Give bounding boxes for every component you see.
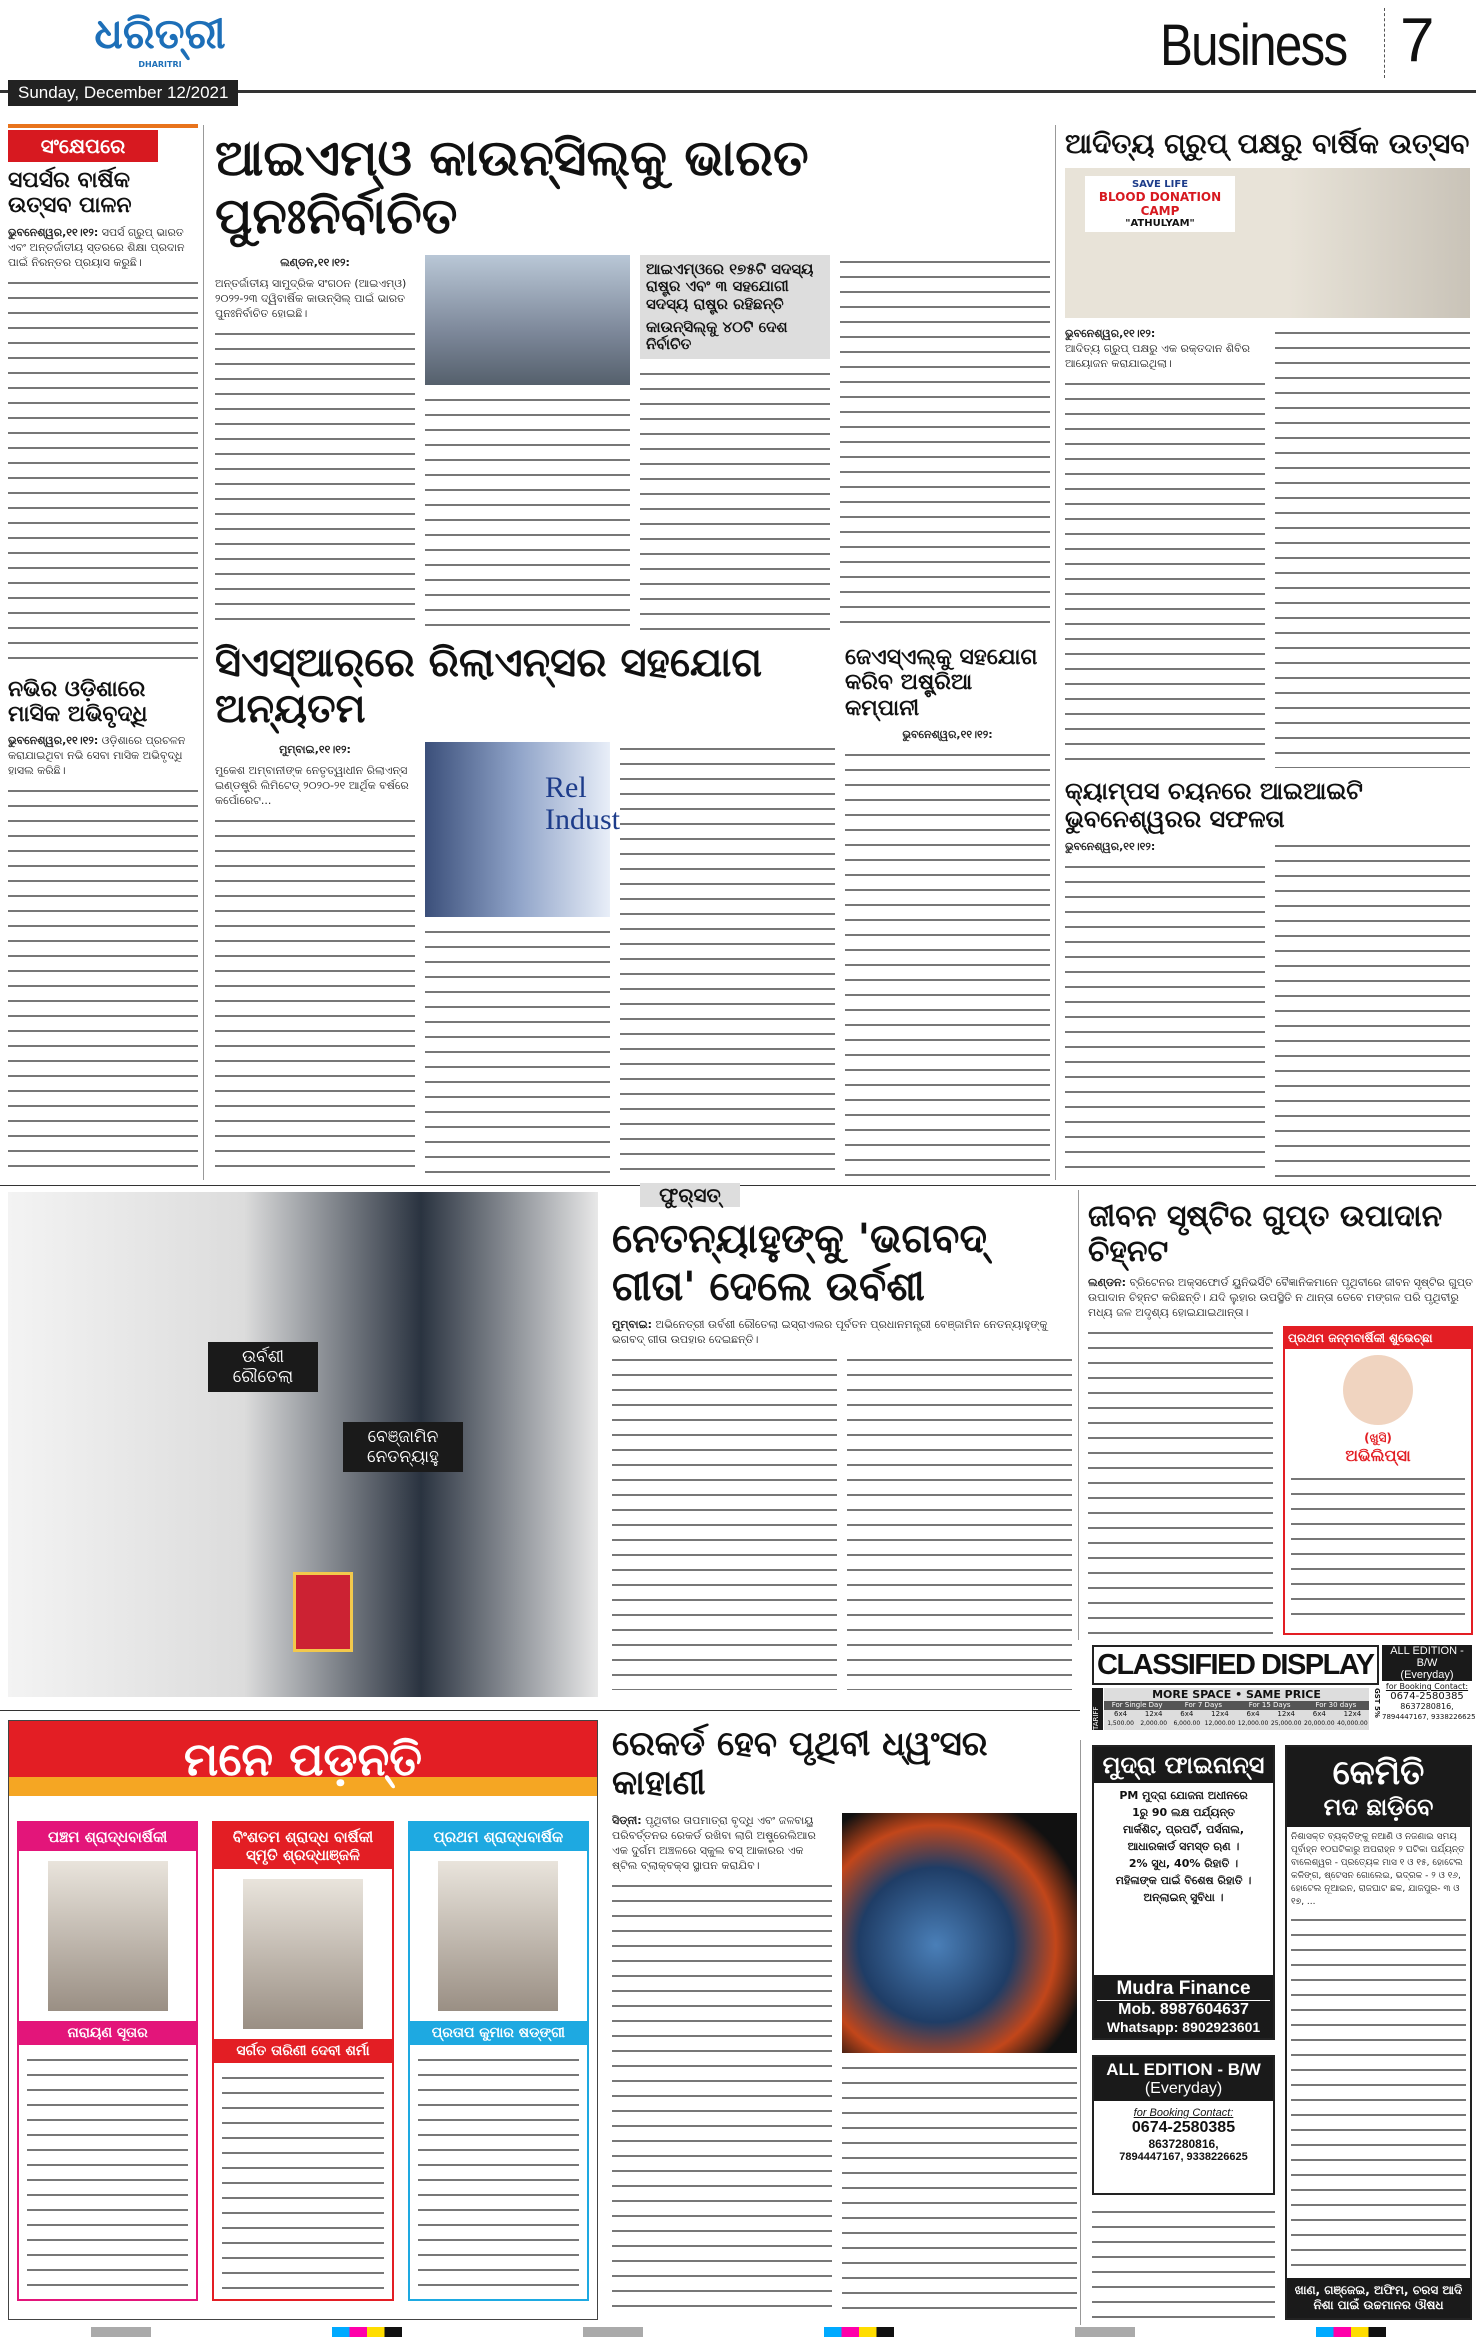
banner-line-1: SAVE LIFE <box>1131 179 1189 191</box>
tariff-size: 12x4 <box>1144 1710 1163 1718</box>
fursat-tag: ଫୁର୍‌ସତ୍ <box>640 1183 740 1207</box>
registration-marks <box>0 2325 1476 2339</box>
mudra-line: ମାର୍କଶିଟ୍, ପ୍ରପର୍ଟି, ପର୍ସନାଲ, <box>1122 1823 1245 1836</box>
brief-dateline-2: ଭୁବନେଶ୍ୱର,୧୧।୧୨: <box>8 734 99 748</box>
kemiti-title-2: ମଦ ଛାଡ଼ିବେ <box>1323 1793 1434 1821</box>
reliance-story <box>215 640 835 1178</box>
brief-text-1: ସପର୍ସ ଗ୍ରୁପ୍ ଭାରତ ଏବଂ ଅନ୍ତର୍ଜାତୀୟ ସ୍ତରରେ ଶିକ୍ଷା ପ୍ରଦାନ ପାଇଁ ନିରନ୍ତର ପ୍ରୟାସ କରୁଛି। <box>8 225 185 269</box>
tariff-price: 25,000.00 <box>1270 1720 1302 1727</box>
tariff-size: 12x4 <box>1211 1710 1229 1718</box>
brief-dateline-1: ଭୁବନେଶ୍ୱର,୧୧।୧୨: <box>8 225 99 239</box>
mudra-finance-ad <box>1092 1745 1275 2040</box>
baby-photo <box>1343 1355 1413 1425</box>
tariff-price: 40,000.00 <box>1337 1720 1368 1727</box>
gita-book <box>293 1572 353 1652</box>
urvashi-netanyahu-photo <box>8 1192 598 1697</box>
tariff-price: 20,000.00 <box>1304 1720 1335 1727</box>
tariff-size: 6x4 <box>1312 1710 1326 1718</box>
memorial-heading: ପ୍ରଥମ ଶ୍ରାଦ୍ଧବାର୍ଷିକ <box>410 1823 587 1851</box>
banner-line-3: "ATHULYAM" <box>1125 218 1195 230</box>
memorial-card <box>17 1821 198 2301</box>
classified-booking: for Booking Contact: <box>1385 1682 1469 1691</box>
reliance-text: ମୁକେଶ ଅମ୍ବାନୀଙ୍କ ନେତୃତ୍ୱାଧୀନ ରିଲାଏନ୍ସ ଇଣ୍ଡଷ୍ଟ୍ରି ଲିମିଟେଡ୍ ୨୦୨୦-୨୧ ଆର୍ଥିକ ବର୍ଷରେ କର୍ପୋରେଟ... <box>215 764 409 807</box>
kemiti-title-1: କେମିତି <box>1332 1753 1425 1793</box>
record-headline: ରେକର୍ଡ ହେବ ପୃଥିବୀ ଧ୍ୱଂସର କାହାଣୀ <box>612 1724 988 1804</box>
edition-phone-2: 8637280816, <box>1148 2137 1219 2151</box>
record-dateline: ସିଡ୍‌ନୀ: <box>612 1814 642 1828</box>
kemiti-ad <box>1285 1745 1472 2320</box>
campus-story <box>1065 778 1470 1178</box>
memorial-heading: ପଞ୍ଚମ ଶ୍ରାଦ୍ଧବାର୍ଷିକୀ <box>19 1823 196 1851</box>
jsw-dateline: ଭୁବନେଶ୍ୱର,୧୧।୧୨: <box>902 727 993 741</box>
mudra-mobile: Mob. 8987604637 <box>1118 2001 1249 2018</box>
gst-label: GST 5% <box>1373 1688 1381 1718</box>
tariff-size: 12x4 <box>1343 1710 1362 1718</box>
campus-dateline: ଭୁବନେଶ୍ୱର,୧୧।୧୨: <box>1065 840 1156 854</box>
logo <box>75 8 245 69</box>
jsw-story <box>845 645 1050 1178</box>
edition-phone-3: 7894447167, 9338226625 <box>1119 2151 1248 2163</box>
photo-label-netanyahu: ବେଞ୍ଜାମିନ ନେତନ୍ୟାହୁ <box>343 1422 463 1472</box>
birthday-ad-title: ପ୍ରଥମ ଜନ୍ମବାର୍ଷିକୀ ଶୁଭେଚ୍ଛା <box>1285 1328 1471 1349</box>
reliance-headline: ସିଏସ୍ଆର୍‌ରେ ରିଲାଏନ୍ସର ସହଯୋଗ ଅନ୍ୟତମ <box>215 640 763 732</box>
aditya-headline: ଆଦିତ୍ୟ ଗ୍ରୁପ୍ ପକ୍ଷରୁ ବାର୍ଷିକ ଉତ୍ସବ <box>1065 127 1470 160</box>
tariff-column-header: For 7 Days <box>1184 1701 1223 1709</box>
burning-earth-image <box>842 1813 1077 2053</box>
classified-title: CLASSIFIED DISPLAY <box>1092 1645 1379 1685</box>
memorial-card <box>408 1821 589 2301</box>
classified-subtitle: MORE SPACE • SAME PRICE <box>1152 1688 1321 1701</box>
tariff-price: 2,000.00 <box>1140 1720 1168 1727</box>
tariff-column-header: For 30 days <box>1315 1701 1357 1709</box>
lead-bullet-2: କାଉନ୍‌ସିଲ୍‌କୁ ୪୦ଟି ଦେଶ ନିର୍ବାଚିତ <box>646 317 788 353</box>
mudra-line: ଅନ୍‌ଲାଇନ୍ ସୁବିଧା । <box>1143 1891 1224 1904</box>
mudra-title: ମୁଦ୍ରା ଫାଇନାନ୍ସ <box>1094 1747 1273 1783</box>
tariff-size: 6x4 <box>1246 1710 1260 1718</box>
memorial-photo <box>438 1861 558 2011</box>
blood-camp-photo <box>1065 168 1470 318</box>
lead-bullet-1: ଆଇଏମ୍‌ଓରେ ୧୭୫ଟି ସଦସ୍ୟ ରାଷ୍ଟ୍ର ଏବଂ ୩ ସହଯୋଗୀ ସଦସ୍ୟ ରାଷ୍ଟ୍ର ରହିଛନ୍ତି <box>646 260 814 313</box>
birthday-ad <box>1283 1326 1473 1635</box>
memorial-heading: ବିଂଶତମ ଶ୍ରାଦ୍ଧ ବାର୍ଷିକୀ ସ୍ମୃତି ଶ୍ରଦ୍ଧାଞ୍ଜଳି <box>214 1823 391 1869</box>
classified-phone-2: 8637280816, <box>1400 1702 1454 1711</box>
mukesh-ambani-photo <box>425 742 620 917</box>
edition-title: ALL EDITION - B/W <box>1106 2060 1261 2079</box>
aditya-dateline: ଭୁବନେଶ୍ୱର,୧୧।୧୨: <box>1065 327 1156 341</box>
mudra-line: 1ରୁ 90 ଲକ୍ଷ ପର୍ଯ୍ୟନ୍ତ <box>1132 1806 1235 1819</box>
record-text: ପୃଥିବୀର ତାପମାତ୍ରା ବୃଦ୍ଧି ଏବଂ ଜଳବାୟୁ ପରିବର୍ତ୍ତନର ରେକର୍ଡ ରଖିବା ଲାଗି ଅଷ୍ଟ୍ରେଲିଆର ଏକ ଦୁର୍ଗମ ଅଞ୍ଚଳରେ ସ୍କୁଲ ବସ୍ ଆକାରର ଏକ ଷ୍ଟିଲ ବ୍ଲାକ୍‌ବକ୍ସ ସ୍ଥାପନ କରାଯିବ। <box>612 1814 816 1873</box>
memorial-name: ପ୍ରତାପ କୁମାର ଷଡ୍‌ଙ୍ଗୀ <box>410 2021 587 2045</box>
imo-building-photo <box>425 255 630 385</box>
tariff-tag: TARIFF <box>1092 1688 1103 1730</box>
edition-phone-1: 0674-2580385 <box>1131 2119 1236 2136</box>
mane-padanti-banner <box>9 1721 597 1796</box>
tariff-price: 6,000.00 <box>1173 1720 1201 1727</box>
memorial-name: ସର୍ଗତ ତାରିଣୀ ଦେବୀ ଶର୍ମା <box>214 2039 391 2063</box>
jiban-text: ବ୍ରିଟେନର ଅକ୍ସଫୋର୍ଡ ୟୁନିଭର୍ସିଟି ବୈଜ୍ଞାନିକମାନେ ପୃଥିବୀରେ ଜୀବନ ସୃଷ୍ଟିର ଗୁପ୍ତ ଉପାଦାନ ଚିହ୍ନଟ କରିଛନ୍ତି। ଯଦି ଲୁହାର ଉପସ୍ଥିତି ନ ଥାନ୍ତା ତେବେ ମଙ୍ଗଳ ପରି ପୃଥିବୀରୁ ମଧ୍ୟ ଜଳ ଅଦୃଶ୍ୟ ହୋଇଯାଇଥାନ୍ତା। <box>1088 1276 1473 1319</box>
classified-phone-1: 0674-2580385 <box>1390 1691 1464 1702</box>
memorial-card <box>212 1821 393 2301</box>
jiban-headline: ଜୀବନ ସୃଷ୍ଟିର ଗୁପ୍ତ ଉପାଦାନ ଚିହ୍ନଟ <box>1088 1199 1443 1269</box>
photo-backdrop-text: Rel Indust <box>545 771 620 836</box>
mane-padanti-ad <box>8 1720 598 2320</box>
logo-text: ଧରିତ୍ରୀ <box>94 9 226 58</box>
tariff-column-header: For Single Day <box>1111 1701 1163 1709</box>
section-name: Business <box>1160 13 1347 78</box>
mudra-brand: Mudra Finance <box>1097 1978 1270 2001</box>
page-number: 7 <box>1400 6 1435 75</box>
classified-display-ad <box>1092 1645 1476 1730</box>
brief-title-2: ନଭିର ଓଡ଼ିଶାରେ ମାସିକ ଅଭିବୃଦ୍ଧି <box>8 676 148 727</box>
edition-booking: for Booking Contact: <box>1133 2107 1234 2119</box>
kemiti-text: ନିଶାସକ୍ତ ବ୍ୟକ୍ତିଙ୍କୁ ନଆଣି ଓ ନଜଣାଇ ସମୟ ପୂର୍ବାହ୍ନ ୧୦ଘଟିକାରୁ ଅପରାହ୍ନ ୨ ଘଟିକା ପର୍ଯ୍ୟନ୍ତ ବାଲେଶ୍ୱର - ପ୍ରତ୍ୟେକ ମାସ ୧ ଓ ୧୫, ହୋଟେଲ କଳିଙ୍ଗ, ଷ୍ଟେସନ ଗୋଲେଇ, ଭଦ୍ରକ - ୨ ଓ ୧୬, ହୋଟେଲ ନୂଆଇନ, ରାଜଘାଟ ଛକ, ଯାଜପୁର- ୩ ଓ ୧୭, ... <box>1291 1832 1465 1907</box>
classified-edition: ALL EDITION - B/W <box>1390 1645 1464 1669</box>
mudra-line: PM ମୁଦ୍ରା ଯୋଜନା ଅଧୀନରେ <box>1119 1789 1248 1802</box>
edition-sub: (Everyday) <box>1144 2080 1223 2097</box>
memorial-name: ନାରାୟଣ ସୂତାର <box>19 2021 196 2045</box>
lead-text: ଅନ୍ତର୍ଜାତୀୟ ସାମୁଦ୍ରିକ ସଂଗଠନ (ଆଇଏମ୍‌ଓ) ୨୦୨୨-୨୩ ଦ୍ୱିବାର୍ଷିକ କାଉନ୍‌ସିଲ୍ ପାଇଁ ଭାରତ ପୁନଃନିର୍ବାଚିତ ହୋଇଛି। <box>215 277 407 320</box>
tariff-column-header: For 15 Days <box>1248 1701 1291 1709</box>
logo-sub: DHARITRI <box>138 60 182 69</box>
memorial-text-lines <box>222 2071 383 2291</box>
lead-headline: ଆଇଏମ୍‌ଓ କାଉନ୍‌ସିଲ୍‌କୁ ଭାରତ ପୁନଃନିର୍ବାଚିତ <box>215 129 809 245</box>
birthday-badge: (ଖୁସି) <box>1364 1431 1392 1445</box>
jsw-headline: ଜେଏସ୍‌ଏଲ୍‌କୁ ସହଯୋଗ କରିବ ଅଷ୍ଟ୍ରିଆ କମ୍ପାନୀ <box>845 645 1038 721</box>
mudra-line: ଆଧାରକାର୍ଡ ସମସ୍ତ ଋଣ । <box>1127 1840 1240 1853</box>
brief-tag: ସଂକ୍ଷେପରେ <box>8 130 158 162</box>
tariff-size: 12x4 <box>1277 1710 1295 1718</box>
tariff-price: 12,000.00 <box>1237 1720 1269 1727</box>
fursat-story <box>612 1215 1072 1690</box>
mudra-line: ମହିଳାଙ୍କ ପାଇଁ ବିଶେଷ ରିହାତି । <box>1115 1874 1252 1887</box>
memorial-photo <box>243 1879 363 2029</box>
lead-story <box>215 130 1050 630</box>
jiban-dateline: ଲଣ୍ଡନ: <box>1088 1276 1127 1289</box>
mane-padanti-title: ମନେ ପଡ଼ନ୍ତି <box>183 1731 423 1786</box>
banner-line-2: BLOOD DONATION CAMP <box>1098 190 1222 219</box>
tariff-size: 6x4 <box>1180 1710 1194 1718</box>
kemiti-footer: ଖାଣ, ଗଞ୍ଜେଇ, ଅଫିମ, ଚରସ ଆଦି ନିଶା ପାଇଁ ଉଚ୍ଚମାନର ଔଷଧ <box>1287 2278 1470 2318</box>
reliance-dateline: ମୁମ୍ବାଇ,୧୧।୧୨: <box>279 743 351 756</box>
mudra-line: 2% ସୁଧ, 40% ରିହାତି । <box>1128 1857 1239 1870</box>
brief-title-1: ସପର୍ସର ବାର୍ଷିକ ଉତ୍ସବ ପାଳନ <box>8 168 132 219</box>
tariff-price: 12,000.00 <box>1204 1720 1236 1727</box>
mudra-whatsapp: Whatsapp: 8902923601 <box>1106 2019 1261 2035</box>
record-story <box>612 1725 1077 2320</box>
jiban-story <box>1088 1200 1473 1635</box>
all-edition-ad <box>1092 2055 1275 2195</box>
birthday-name: ଅଭିଲିପ୍ସା <box>1345 1446 1411 1465</box>
brief-column <box>8 124 198 1179</box>
classified-phone-3: 7894447167, 9338226625 <box>1382 1713 1476 1721</box>
tariff-size: 6x4 <box>1114 1710 1128 1718</box>
campus-headline: କ୍ୟାମ୍ପସ ଚୟନରେ ଆଇଆଇଟି ଭୁବନେଶ୍ୱରର ସଫଳତା <box>1065 777 1363 833</box>
aditya-text: ଆଦିତ୍ୟ ଗ୍ରୁପ୍ ପକ୍ଷରୁ ଏକ ରକ୍ତଦାନ ଶିବିର ଆୟୋଜନ କରାଯାଇଥିଲା। <box>1065 342 1250 371</box>
lead-dateline: ଲଣ୍ଡନ,୧୧।୧୨: <box>280 256 350 269</box>
memorial-text-lines <box>418 2053 579 2291</box>
memorial-photo <box>48 1861 168 2011</box>
classified-everyday: (Everyday) <box>1400 1669 1454 1681</box>
tariff-price: 1,500.00 <box>1107 1720 1134 1727</box>
fursat-text: ଅଭିନେତ୍ରୀ ଉର୍ବଶୀ ରୌତେଲା ଇସ୍ରାଏଲର ପୂର୍ବତନ ପ୍ରଧାନମନ୍ତ୍ରୀ ବେଞ୍ଜାମିନ ନେତନ୍ୟାହୁଙ୍କୁ ଭଗବଦ୍ ଗୀତା ଉପହାର ଦେଇଛନ୍ତି। <box>612 1318 1048 1346</box>
fursat-headline: ନେତନ୍ୟାହୁଙ୍କୁ 'ଭଗବଦ୍ ଗୀତା' ଦେଲେ ଉର୍ବଶୀ <box>612 1216 987 1310</box>
brief-text-2: ଓଡ଼ିଶାରେ ପ୍ରଚଳନ କରାଯାଇଥିବା ନଭି ସେବା ମାସିକ ଅଭିବୃଦ୍ଧି ହାସଲ କରିଛି। <box>8 734 186 778</box>
memorial-text-lines <box>27 2053 188 2291</box>
issue-date: Sunday, December 12/2021 <box>8 80 238 106</box>
aditya-story <box>1065 128 1470 768</box>
photo-label-urvashi: ଉର୍ବଶୀ ରୌତେଲା <box>208 1342 318 1392</box>
fursat-dateline: ମୁମ୍ବାଇ: <box>612 1318 653 1331</box>
